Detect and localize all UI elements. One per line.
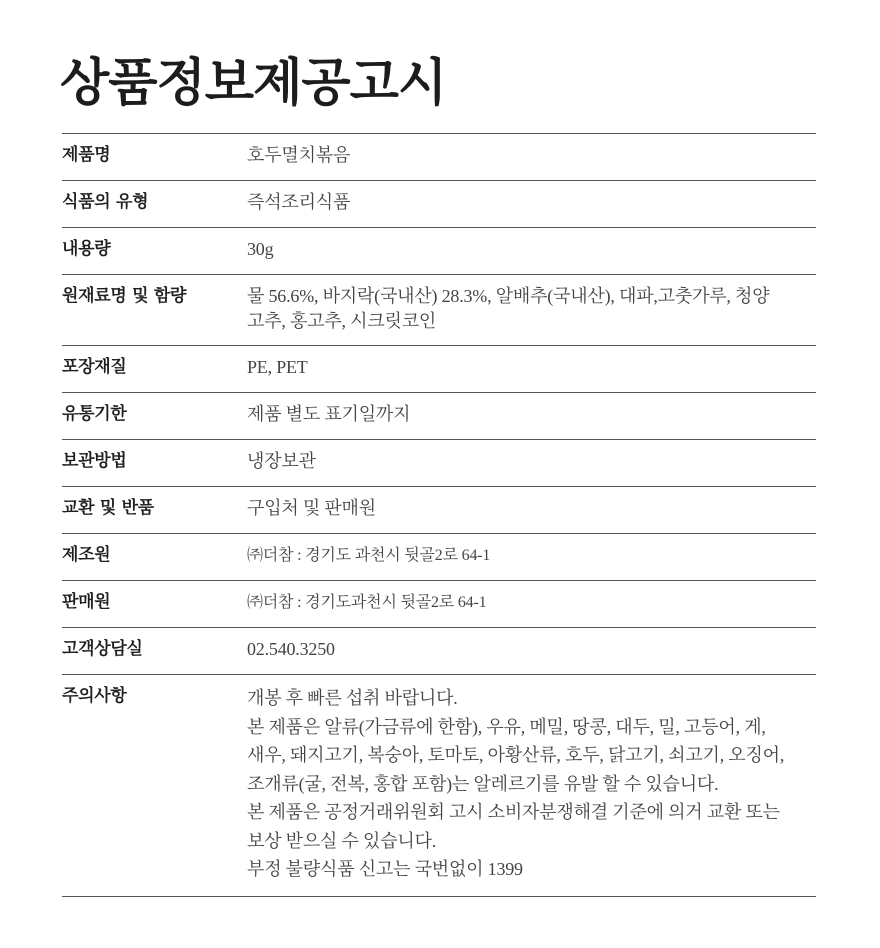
row-value: 구입처 및 판매원 <box>247 498 376 518</box>
row-label: 제품명 <box>62 145 111 165</box>
row-value: 물 56.6%, 바지락(국내산) 28.3%, 알배추(국내산), 대파,고춧가루, 청양 고추, 홍고추, 시크릿코인 <box>247 286 770 331</box>
row-customer-service <box>62 628 816 675</box>
row-net-weight <box>62 228 816 275</box>
row-value: 즉석조리식품 <box>247 192 351 212</box>
row-manufacturer <box>62 534 816 581</box>
row-precautions <box>62 675 816 897</box>
row-storage <box>62 440 816 487</box>
row-label: 판매원 <box>62 592 111 612</box>
row-label: 주의사항 <box>62 686 127 706</box>
page-title: 상품정보제공고시 <box>60 53 447 113</box>
row-label: 유통기한 <box>62 404 127 424</box>
row-label: 내용량 <box>62 239 111 259</box>
row-value: 냉장보관 <box>247 451 316 471</box>
row-seller <box>62 581 816 628</box>
row-value: ㈜더참 : 경기도 과천시 뒷골2로 64-1 <box>247 547 491 564</box>
row-value: 개봉 후 빠른 섭취 바랍니다. 본 제품은 알류(가금류에 한함), 우유, 메밀, 땅콩, 대두, 밀, 고등어, 게, 새우, 돼지고기, 복숭아, 토마토, 아황산류, 호두, 닭고기, 쇠고기, 오징어, 조개류(굴, 전복, 홍합 포함)는 알레르기를 유발 할 수 있습니다. 본 제품은 공정거래위원회 고시 소비자분쟁해결 기준에 의거 교환 또는 보상 받으실 수 있습니다. 부정 불량식품 신고는 국번없이 1399 <box>247 688 785 879</box>
row-label: 포장재질 <box>62 357 127 377</box>
row-value: 호두멸치볶음 <box>247 145 351 165</box>
row-food-type <box>62 181 816 228</box>
row-label: 원재료명 및 함량 <box>62 286 187 306</box>
row-label: 제조원 <box>62 545 111 565</box>
row-exchange <box>62 487 816 534</box>
row-label: 식품의 유형 <box>62 192 149 212</box>
row-ingredients <box>62 275 816 346</box>
row-expiry <box>62 393 816 440</box>
row-packaging <box>62 346 816 393</box>
row-label: 보관방법 <box>62 451 127 471</box>
row-value: PE, PET <box>247 357 308 377</box>
row-value: 제품 별도 표기일까지 <box>247 404 411 424</box>
row-product-name <box>62 134 816 181</box>
row-value: 30g <box>247 239 274 259</box>
row-value: ㈜더참 : 경기도과천시 뒷골2로 64-1 <box>247 594 487 611</box>
row-label: 고객상담실 <box>62 639 143 659</box>
row-label: 교환 및 반품 <box>62 498 154 518</box>
row-value: 02.540.3250 <box>247 639 335 659</box>
product-info-table <box>62 133 816 897</box>
